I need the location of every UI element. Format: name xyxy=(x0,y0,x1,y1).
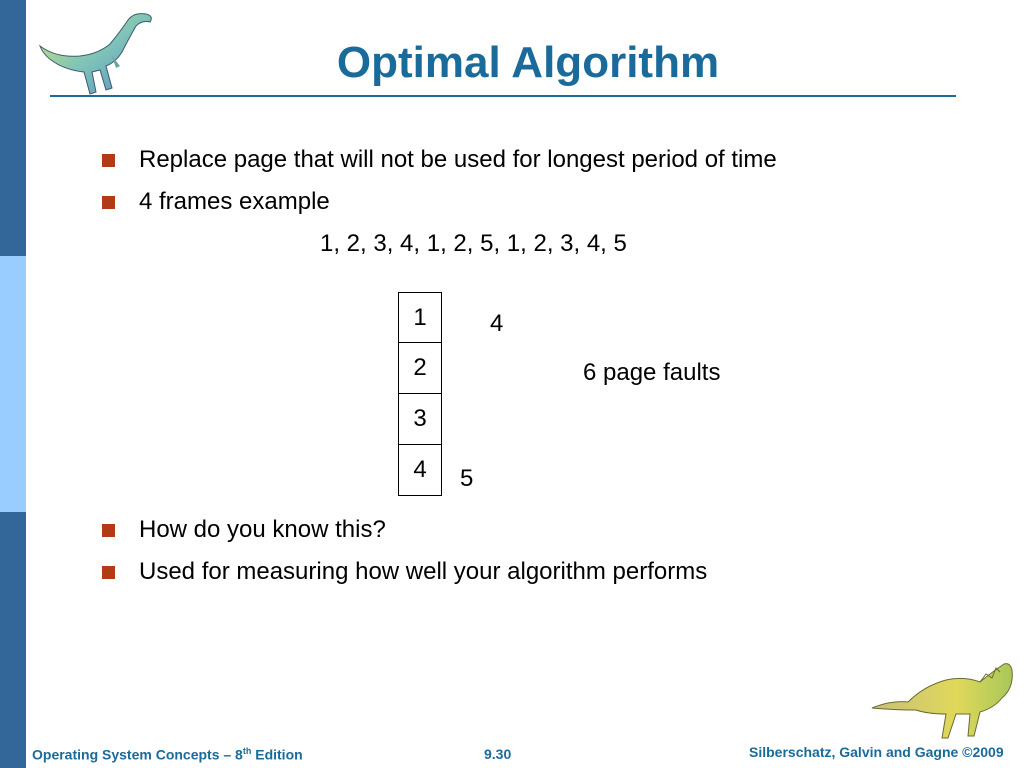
bullet-square-icon xyxy=(102,154,115,167)
reference-string: 1, 2, 3, 4, 1, 2, 5, 1, 2, 3, 4, 5 xyxy=(320,230,627,257)
footer-authors: Silberschatz, Galvin and Gagne ©2009 xyxy=(749,744,1004,760)
footer-slide-number: 9.30 xyxy=(484,746,512,762)
footer-book-title xyxy=(32,746,303,763)
sidebar-segment-middle xyxy=(0,256,26,512)
sidebar-segment-top xyxy=(0,0,26,256)
footer-book-title-main: Operating System Concepts – 8 xyxy=(32,746,243,763)
bullet-square-icon xyxy=(102,196,115,209)
replacement-annotation-bottom: 5 xyxy=(460,465,474,492)
frame-cell: 2 xyxy=(398,343,442,394)
bullet-text-measuring: Used for measuring how well your algorithm performs xyxy=(139,558,708,585)
bullet-text-replace-page: Replace page that will not be used for longest period of time xyxy=(139,146,777,173)
replacement-annotation-top: 4 xyxy=(490,310,504,337)
bullet-square-icon xyxy=(102,566,115,579)
sidebar-segment-bottom xyxy=(0,512,26,768)
title-divider xyxy=(50,95,956,97)
bullet-text-frames-example: 4 frames example xyxy=(139,188,330,215)
footer-book-title-tail: Edition xyxy=(251,746,303,763)
slide-title: Optimal Algorithm xyxy=(336,38,720,87)
footer-book-title-sup: th xyxy=(242,746,252,756)
dinosaur-top-icon xyxy=(36,6,160,96)
page-faults-label: 6 page faults xyxy=(583,359,721,386)
frame-cell: 3 xyxy=(398,394,442,445)
frame-cell: 4 xyxy=(398,445,442,496)
frame-cell: 1 xyxy=(398,292,442,343)
bullet-square-icon xyxy=(102,524,115,537)
frame-table xyxy=(398,292,442,496)
slide-sidebar xyxy=(0,0,26,768)
bullet-text-how-know: How do you know this? xyxy=(139,516,386,543)
dinosaur-bottom-icon xyxy=(868,652,1018,742)
